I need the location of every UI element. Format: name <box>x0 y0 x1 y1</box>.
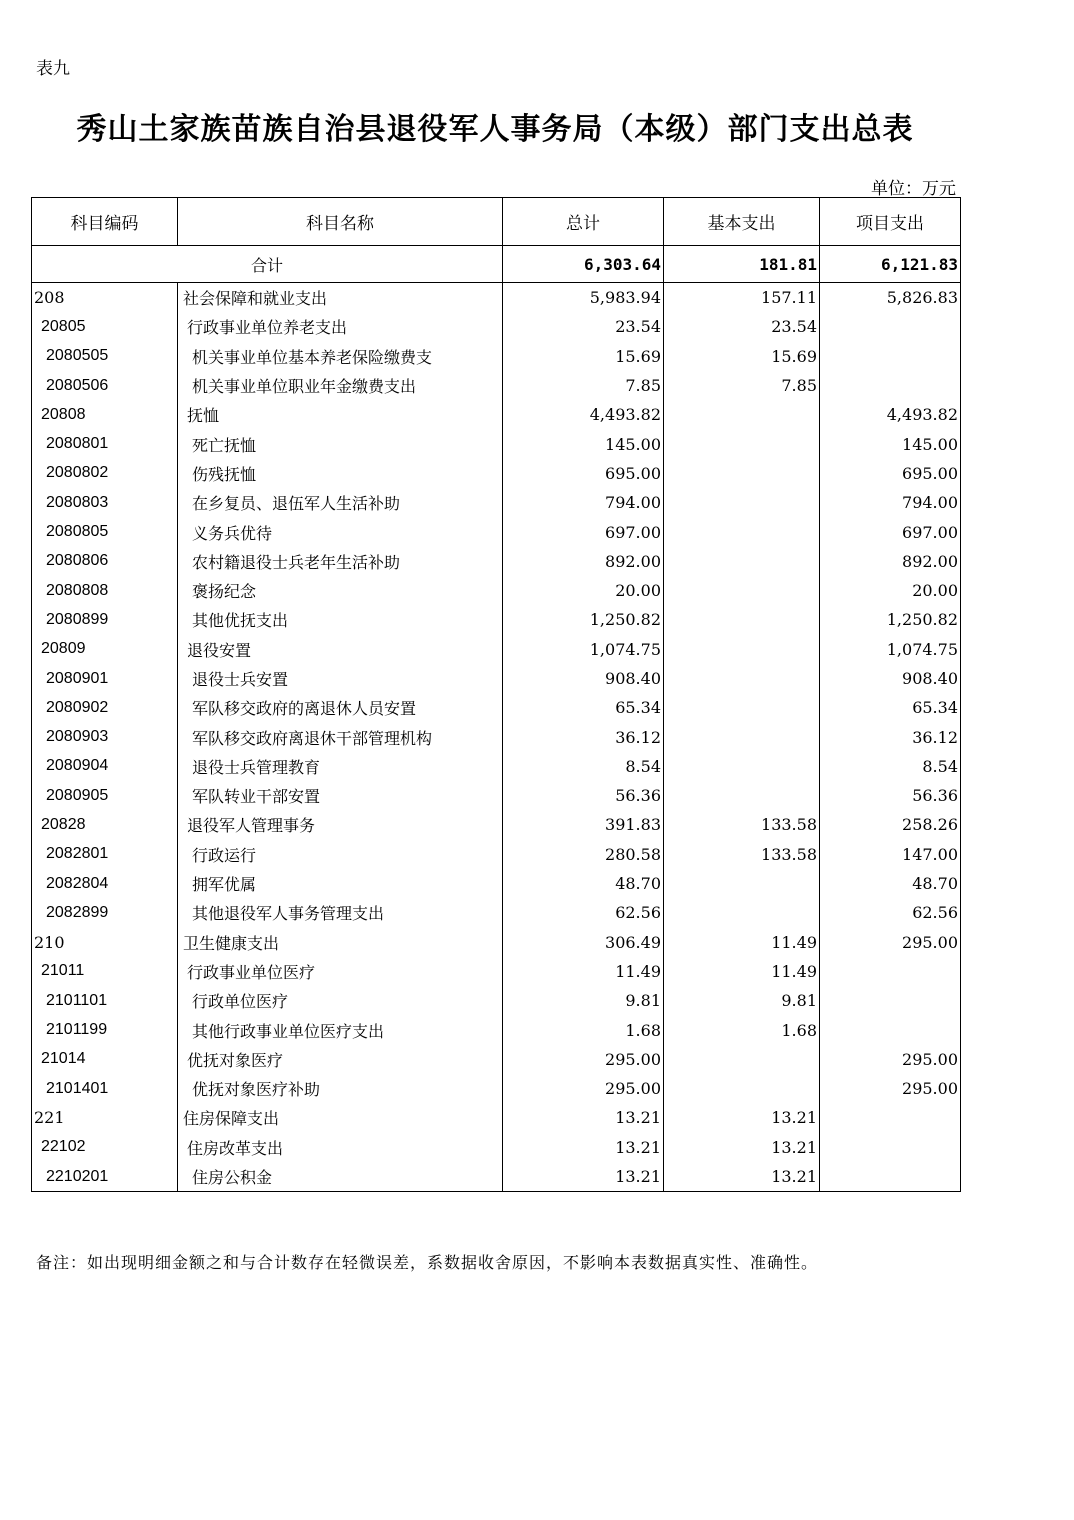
table-row <box>32 664 961 693</box>
row-name: 农村籍退役士兵老年生活补助 <box>178 547 503 576</box>
table-row <box>32 429 961 458</box>
table-row <box>32 1133 961 1162</box>
row-name: 退役士兵管理教育 <box>178 752 503 781</box>
row-basic <box>664 605 820 634</box>
row-name: 在乡复员、退伍军人生活补助 <box>178 488 503 517</box>
row-total: 892.00 <box>503 547 664 576</box>
row-basic <box>664 693 820 722</box>
row-total: 56.36 <box>503 781 664 810</box>
row-code: 2080901 <box>32 664 178 693</box>
row-project: 36.12 <box>820 722 961 751</box>
table-row <box>32 459 961 488</box>
table-row <box>32 810 961 839</box>
row-total: 7.85 <box>503 371 664 400</box>
header-basic: 基本支出 <box>664 198 820 246</box>
row-basic: 133.58 <box>664 810 820 839</box>
total-basic: 181.81 <box>664 246 820 283</box>
row-name: 住房保障支出 <box>178 1103 503 1132</box>
row-project: 1,250.82 <box>820 605 961 634</box>
row-project <box>820 371 961 400</box>
page-title: 秀山土家族苗族自治县退役军人事务局（本级）部门支出总表 <box>76 112 914 147</box>
row-project <box>820 312 961 341</box>
row-basic <box>664 869 820 898</box>
row-basic <box>664 400 820 429</box>
row-basic <box>664 547 820 576</box>
row-total: 391.83 <box>503 810 664 839</box>
row-code: 2080506 <box>32 371 178 400</box>
row-code: 2080902 <box>32 693 178 722</box>
row-code: 2080808 <box>32 576 178 605</box>
row-code: 22102 <box>32 1133 178 1162</box>
row-basic <box>664 664 820 693</box>
row-basic <box>664 429 820 458</box>
row-basic <box>664 488 820 517</box>
row-code: 21011 <box>32 957 178 986</box>
row-total: 13.21 <box>503 1162 664 1192</box>
header-name: 科目名称 <box>178 198 503 246</box>
row-code: 20809 <box>32 635 178 664</box>
table-row <box>32 1162 961 1192</box>
row-basic: 13.21 <box>664 1133 820 1162</box>
row-code: 20828 <box>32 810 178 839</box>
row-project: 794.00 <box>820 488 961 517</box>
total-label: 合计 <box>32 246 503 283</box>
table-row <box>32 517 961 546</box>
row-basic: 1.68 <box>664 1015 820 1044</box>
row-name: 其他行政事业单位医疗支出 <box>178 1015 503 1044</box>
row-basic <box>664 459 820 488</box>
table-row <box>32 928 961 957</box>
row-basic <box>664 517 820 546</box>
table-row <box>32 986 961 1015</box>
row-code: 21014 <box>32 1045 178 1074</box>
row-name: 退役士兵安置 <box>178 664 503 693</box>
row-total: 11.49 <box>503 957 664 986</box>
row-basic <box>664 635 820 664</box>
table-row <box>32 840 961 869</box>
row-name: 行政运行 <box>178 840 503 869</box>
row-basic <box>664 898 820 927</box>
row-total: 48.70 <box>503 869 664 898</box>
row-basic: 15.69 <box>664 342 820 371</box>
row-basic: 11.49 <box>664 928 820 957</box>
row-total: 20.00 <box>503 576 664 605</box>
table-row <box>32 547 961 576</box>
row-name: 退役安置 <box>178 635 503 664</box>
header-total: 总计 <box>503 198 664 246</box>
row-project <box>820 342 961 371</box>
row-total: 145.00 <box>503 429 664 458</box>
row-code: 2080803 <box>32 488 178 517</box>
row-code: 20805 <box>32 312 178 341</box>
row-total: 9.81 <box>503 986 664 1015</box>
row-total: 908.40 <box>503 664 664 693</box>
row-name: 行政事业单位医疗 <box>178 957 503 986</box>
row-code: 210 <box>32 928 178 957</box>
total-project: 6,121.83 <box>820 246 961 283</box>
row-project <box>820 957 961 986</box>
row-project: 5,826.83 <box>820 283 961 313</box>
row-code: 208 <box>32 283 178 313</box>
row-total: 295.00 <box>503 1045 664 1074</box>
row-basic: 23.54 <box>664 312 820 341</box>
table-row <box>32 1045 961 1074</box>
row-total: 36.12 <box>503 722 664 751</box>
row-total: 15.69 <box>503 342 664 371</box>
row-project: 56.36 <box>820 781 961 810</box>
total-sum: 6,303.64 <box>503 246 664 283</box>
row-code: 2080801 <box>32 429 178 458</box>
table-row <box>32 312 961 341</box>
table-row <box>32 605 961 634</box>
row-project: 295.00 <box>820 1045 961 1074</box>
row-basic <box>664 576 820 605</box>
row-basic <box>664 722 820 751</box>
row-basic: 11.49 <box>664 957 820 986</box>
row-name: 伤残抚恤 <box>178 459 503 488</box>
row-project: 147.00 <box>820 840 961 869</box>
row-code: 2080905 <box>32 781 178 810</box>
expenditure-table <box>31 197 961 1192</box>
row-code: 2101199 <box>32 1015 178 1044</box>
row-project: 20.00 <box>820 576 961 605</box>
unit-label: 单位：万元 <box>871 179 956 199</box>
table-number: 表九 <box>36 59 70 79</box>
row-name: 军队转业干部安置 <box>178 781 503 810</box>
row-total: 306.49 <box>503 928 664 957</box>
row-name: 义务兵优待 <box>178 517 503 546</box>
row-total: 4,493.82 <box>503 400 664 429</box>
row-project: 892.00 <box>820 547 961 576</box>
row-project <box>820 1015 961 1044</box>
table-row <box>32 693 961 722</box>
row-project: 697.00 <box>820 517 961 546</box>
table-row <box>32 635 961 664</box>
row-basic <box>664 1074 820 1103</box>
row-total: 1,074.75 <box>503 635 664 664</box>
table-row <box>32 371 961 400</box>
row-basic: 157.11 <box>664 283 820 313</box>
row-total: 1.68 <box>503 1015 664 1044</box>
row-name: 行政事业单位养老支出 <box>178 312 503 341</box>
row-name: 卫生健康支出 <box>178 928 503 957</box>
row-project <box>820 1133 961 1162</box>
table-row <box>32 283 961 313</box>
row-project: 62.56 <box>820 898 961 927</box>
row-name: 社会保障和就业支出 <box>178 283 503 313</box>
row-name: 住房公积金 <box>178 1162 503 1192</box>
row-total: 695.00 <box>503 459 664 488</box>
row-code: 2082801 <box>32 840 178 869</box>
row-basic <box>664 781 820 810</box>
row-name: 机关事业单位基本养老保险缴费支 <box>178 342 503 371</box>
row-total: 13.21 <box>503 1133 664 1162</box>
row-basic: 13.21 <box>664 1103 820 1132</box>
row-name: 军队移交政府的离退休人员安置 <box>178 693 503 722</box>
header-row <box>32 198 961 246</box>
row-project <box>820 1103 961 1132</box>
row-basic: 133.58 <box>664 840 820 869</box>
header-project: 项目支出 <box>820 198 961 246</box>
table-row <box>32 752 961 781</box>
row-code: 2101401 <box>32 1074 178 1103</box>
row-code: 2210201 <box>32 1162 178 1192</box>
table-row <box>32 722 961 751</box>
row-code: 2101101 <box>32 986 178 1015</box>
row-basic <box>664 752 820 781</box>
row-total: 5,983.94 <box>503 283 664 313</box>
table-row <box>32 1015 961 1044</box>
row-total: 23.54 <box>503 312 664 341</box>
row-basic <box>664 1045 820 1074</box>
row-project: 695.00 <box>820 459 961 488</box>
table-row <box>32 1074 961 1103</box>
row-total: 794.00 <box>503 488 664 517</box>
table-row <box>32 781 961 810</box>
table-row <box>32 869 961 898</box>
row-project: 295.00 <box>820 928 961 957</box>
row-code: 221 <box>32 1103 178 1132</box>
row-name: 拥军优属 <box>178 869 503 898</box>
row-name: 行政单位医疗 <box>178 986 503 1015</box>
row-basic: 7.85 <box>664 371 820 400</box>
table-row <box>32 488 961 517</box>
row-basic: 9.81 <box>664 986 820 1015</box>
row-name: 褒扬纪念 <box>178 576 503 605</box>
row-name: 其他退役军人事务管理支出 <box>178 898 503 927</box>
row-code: 20808 <box>32 400 178 429</box>
row-project <box>820 1162 961 1192</box>
row-total: 65.34 <box>503 693 664 722</box>
row-name: 优抚对象医疗 <box>178 1045 503 1074</box>
row-project: 48.70 <box>820 869 961 898</box>
row-name: 其他优抚支出 <box>178 605 503 634</box>
row-project <box>820 986 961 1015</box>
table-row <box>32 898 961 927</box>
row-project: 8.54 <box>820 752 961 781</box>
row-total: 697.00 <box>503 517 664 546</box>
row-project: 1,074.75 <box>820 635 961 664</box>
total-row <box>32 246 961 283</box>
row-total: 295.00 <box>503 1074 664 1103</box>
row-name: 死亡抚恤 <box>178 429 503 458</box>
row-code: 2082899 <box>32 898 178 927</box>
row-project: 258.26 <box>820 810 961 839</box>
table-row <box>32 576 961 605</box>
row-name: 抚恤 <box>178 400 503 429</box>
table-row <box>32 1103 961 1132</box>
row-code: 2080805 <box>32 517 178 546</box>
row-code: 2080505 <box>32 342 178 371</box>
row-code: 2080806 <box>32 547 178 576</box>
table-row <box>32 400 961 429</box>
row-project: 295.00 <box>820 1074 961 1103</box>
row-project: 908.40 <box>820 664 961 693</box>
row-basic: 13.21 <box>664 1162 820 1192</box>
row-code: 2080899 <box>32 605 178 634</box>
row-project: 65.34 <box>820 693 961 722</box>
row-name: 军队移交政府离退休干部管理机构 <box>178 722 503 751</box>
row-name: 机关事业单位职业年金缴费支出 <box>178 371 503 400</box>
header-code: 科目编码 <box>32 198 178 246</box>
row-total: 1,250.82 <box>503 605 664 634</box>
row-project: 145.00 <box>820 429 961 458</box>
footnote: 备注：如出现明细金额之和与合计数存在轻微误差，系数据收舍原因，不影响本表数据真实性、准确性。 <box>36 1253 819 1272</box>
row-code: 2080904 <box>32 752 178 781</box>
row-total: 280.58 <box>503 840 664 869</box>
row-name: 退役军人管理事务 <box>178 810 503 839</box>
row-name: 住房改革支出 <box>178 1133 503 1162</box>
row-name: 优抚对象医疗补助 <box>178 1074 503 1103</box>
table-row <box>32 342 961 371</box>
row-total: 8.54 <box>503 752 664 781</box>
row-project: 4,493.82 <box>820 400 961 429</box>
table-row <box>32 957 961 986</box>
row-code: 2080903 <box>32 722 178 751</box>
row-code: 2080802 <box>32 459 178 488</box>
row-code: 2082804 <box>32 869 178 898</box>
row-total: 62.56 <box>503 898 664 927</box>
row-total: 13.21 <box>503 1103 664 1132</box>
